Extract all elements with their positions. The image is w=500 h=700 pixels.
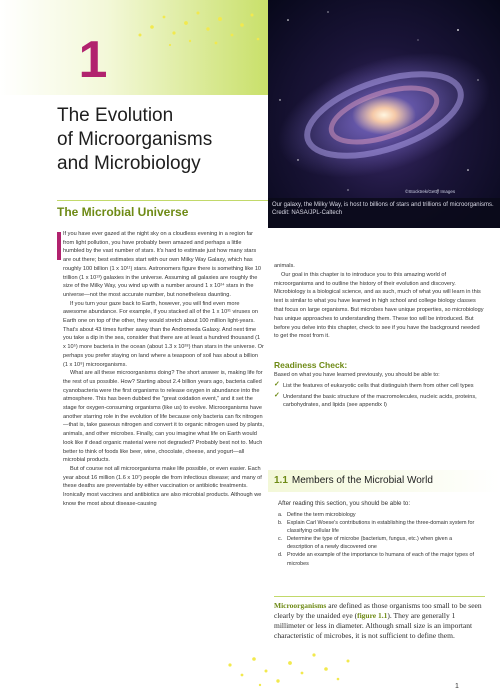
section-rule [274,596,485,597]
paragraph: If you have ever gazed at the night sky on a cloudless evening in a region far from light pollution, you have probably been amazed and perhaps a little humbled by the vast number of stars. It's hard to estimate just how many stars are out there; best estimates start with our own Milky Way Galaxy, which has roughly 100 billion (1 x 10¹¹) stars. Astronomers figure there is something like 10 trillion (1 x 10¹³) galaxies in the universe. Assuming all galaxies are roughly the size of the Milky Way, you wind up with a number around 1 x 10²⁴ stars in the universe—not the most accurate number, but nonetheless daunting. [63,231,262,298]
chapter-number: 1 [78,31,108,89]
section-rule [57,200,268,201]
decorative-dots [220,645,360,690]
chapter-title-line: and Microbiology [57,153,201,174]
photo-credit: ©Stocktrek/Getty Images [405,189,456,194]
readiness-item-text: List the features of eukaryotic cells that distinguish them from other cell types [283,383,474,389]
right-column [274,262,484,341]
paragraph: Our goal in this chapter is to introduce you to this amazing world of microorganisms and to outline the history of their evolution and discovery. Microbiology is a biological science, and as such, much of what you will learn in this text is similar to what you have learned in high school and college biology classes that focus on large organisms. But microbes have unique properties, so microbiology has unique approaches to understanding them. These too will be introduced. But before you delve into this chapter, check to see if you have the background needed to get the most from it. [274,271,484,340]
readiness-list [274,382,484,412]
checkmark-icon: ✓ [274,381,280,388]
section-heading: The Microbial Universe [57,205,189,219]
figure-reference-link[interactable]: figure 1.1 [357,611,388,620]
objectives-intro: After reading this section, you should be able to: [278,500,411,507]
objectives-list [278,511,478,568]
chapter-title [57,104,267,176]
chapter-title-line: of Microorganisms [57,129,213,150]
objective-text: Provide an example of the importance to humans of each of the major types of microbes [287,552,474,567]
galaxy-image [268,0,500,228]
paragraph: If you turn your gaze back to Earth, however, you will find even more awesome abundance. For example, if you stacked all of the 1 x 10³¹ viruses on Earth one on top of the other, they would stretch about 100 million light-years. That's about 43 times further away than the Andromeda Galaxy. And next time you take a dip in the sea, consider that there are at least a hundred thousand (1 x 10⁵) more bacteria in the ocean (about 1.3 x 10²⁸) than stars in the universe. Or perhaps you prefer staying on land where a teaspoon of soil has about a billion (1 x 10⁹) microorganisms. [63,300,264,368]
objective-text: Define the term microbiology [287,512,356,518]
readiness-heading: Readiness Check: [274,360,348,370]
objective-letter: c. [278,536,283,543]
section-number: 1.1 [274,475,288,486]
section-1-1-heading [274,475,433,486]
readiness-item [274,393,484,410]
image-caption: Our galaxy, the Milky Way, is host to billions of stars and trillions of microorganisms. Credit: NASA/JPL-Caltech [272,202,494,216]
body-text: ). They are generally 1 millimeter or less in diameter. Although small size is an important characteristic of microbes, it is not sufficient to define them. [274,611,473,640]
paragraph: But of course not all microorganisms make life possible, or even easier. Each year about 16 million (1.6 x 10⁷) people die from infectious disease; and many of these deaths are preventable by either vaccination or antibiotic treatments. Ironically most vaccines and antibiotics are also microbial products. Although we know the most about disease-causing [63,465,262,507]
chapter-title-line: The Evolution [57,105,174,126]
section-1-1-body [274,601,484,641]
page-number: 1 [455,683,459,690]
left-column [57,230,264,509]
body-text: are defined as those organisms too small to be seen clearly by the unaided eye ( [274,601,482,620]
objective-letter: d. [278,552,283,559]
objective-letter: b. [278,520,283,527]
objective-letter: a. [278,512,283,518]
paragraph: What are all these microorganisms doing? The short answer is, making life for the rest of us possible. How? Starting about 2.4 billion years ago, bacteria called cyanobacteria were the first organisms to release oxygen in abundance into the atmosphere. This has been dubbed the "great oxidation event," and it set the stage for oxygen-consuming organisms (like us) to evolve. Microorganisms have another starring role in the evolution of life because only bacteria can fix nitrogen—that is, take gaseous nitrogen and convert it to organic nitrogen used by plants, animals, and other microbes. Finally, can you imagine what life on Earth would look like if dead organic material were not degraded? Probably best not to. Much better to think of foods like beer, wine, chocolate, cheese, and yogurt—all microbial products. [63,370,264,464]
objective-item [278,551,478,567]
readiness-item-text: Understand the basic structure of the macromolecules, nucleic acids, proteins, carbohydrates, and lipids (see appendix I) [283,393,477,409]
decorative-dots [130,5,265,50]
readiness-intro: Based on what you have learned previously, you should be able to: [274,372,440,378]
key-term: Microorganisms [274,601,327,610]
section-title: Members of the Microbial World [291,475,433,486]
readiness-item [274,382,484,391]
objective-text: Explain Carl Woese's contributions in establishing the three-domain system for classifying cellular life [287,520,475,535]
paragraph: animals. [274,263,295,269]
objective-item [278,519,478,535]
objective-item [278,511,478,519]
objective-text: Determine the type of microbe (bacterium, fungus, etc.) when given a description of a newly discovered one [287,536,453,551]
checkmark-icon: ✓ [274,391,280,399]
objective-item [278,535,478,551]
